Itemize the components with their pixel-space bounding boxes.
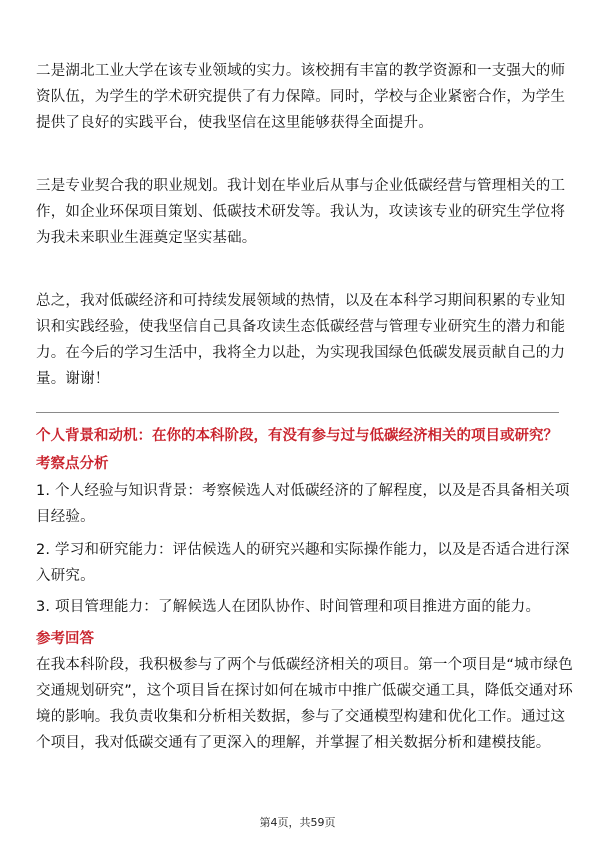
answer-paragraph xyxy=(36,652,573,756)
text-line: 在我本科阶段，我积极参与了两个与低碳经济相关的项目。第一个项目是“城市绿色 xyxy=(36,657,573,673)
page-number-footer: 第4页，共59页 xyxy=(259,816,336,829)
text-line: 入研究。 xyxy=(36,568,95,584)
text-line: 力。在今后的学习生活中，我将全力以赴，为实现我国绿色低碳发展贡献自己的力 xyxy=(36,345,566,361)
text-line: 总之，我对低碳经济和可持续发展领域的热情，以及在本科学习期间积累的专业知 xyxy=(36,293,566,309)
section-divider xyxy=(36,412,559,413)
text-line: 提供了良好的实践平台，使我坚信在这里能够获得全面提升。 xyxy=(36,115,433,131)
interview-question: 个人背景和动机：在你的本科阶段，有没有参与过与低碳经济相关的项目或研究？ xyxy=(36,428,558,444)
text-line: 2. 学习和研究能力：评估候选人的研究兴趣和实际操作能力，以及是否适合进行深 xyxy=(36,542,570,558)
paragraph-school-strength xyxy=(36,58,566,136)
text-line: 3. 项目管理能力：了解候选人在团队协作、时间管理和项目推进方面的能力。 xyxy=(36,599,541,615)
text-line: 目经验。 xyxy=(36,509,95,525)
analysis-item-3 xyxy=(36,594,562,620)
text-line: 二是湖北工业大学在该专业领域的实力。该校拥有丰富的教学资源和一支强大的师 xyxy=(36,63,566,79)
analysis-item-1 xyxy=(36,478,570,530)
text-line: 境的影响。我负责收集和分析相关数据，参与了交通模型构建和优化工作。通过这 xyxy=(36,709,566,725)
text-line: 量。谢谢！ xyxy=(36,371,110,387)
text-line: 识和实践经验，使我坚信自己具备攻读生态低碳经营与管理专业研究生的潜力和能 xyxy=(36,319,566,335)
text-line: 个项目，我对低碳交通有了更深入的理解，并掌握了相关数据分析和建模技能。 xyxy=(36,735,551,751)
analysis-item-2 xyxy=(36,537,570,589)
answer-heading: 参考回答 xyxy=(36,631,94,647)
text-line: 1. 个人经验与知识背景：考察候选人对低碳经济的了解程度，以及是否具备相关项 xyxy=(36,483,570,499)
analysis-heading: 考察点分析 xyxy=(36,456,109,472)
text-line: 交通规划研究”，这个项目旨在探讨如何在城市中推广低碳交通工具，降低交通对环 xyxy=(36,683,573,699)
text-line: 作，如企业环保项目策划、低碳技术研发等。我认为，攻读该专业的研究生学位将 xyxy=(36,204,566,220)
paragraph-conclusion xyxy=(36,288,566,392)
text-line: 为我未来职业生涯奠定坚实基础。 xyxy=(36,230,257,246)
text-line: 三是专业契合我的职业规划。我计划在毕业后从事与企业低碳经营与管理相关的工 xyxy=(36,178,566,194)
text-line: 资队伍，为学生的学术研究提供了有力保障。同时，学校与企业紧密合作，为学生 xyxy=(36,89,566,105)
paragraph-career-plan xyxy=(36,173,566,251)
